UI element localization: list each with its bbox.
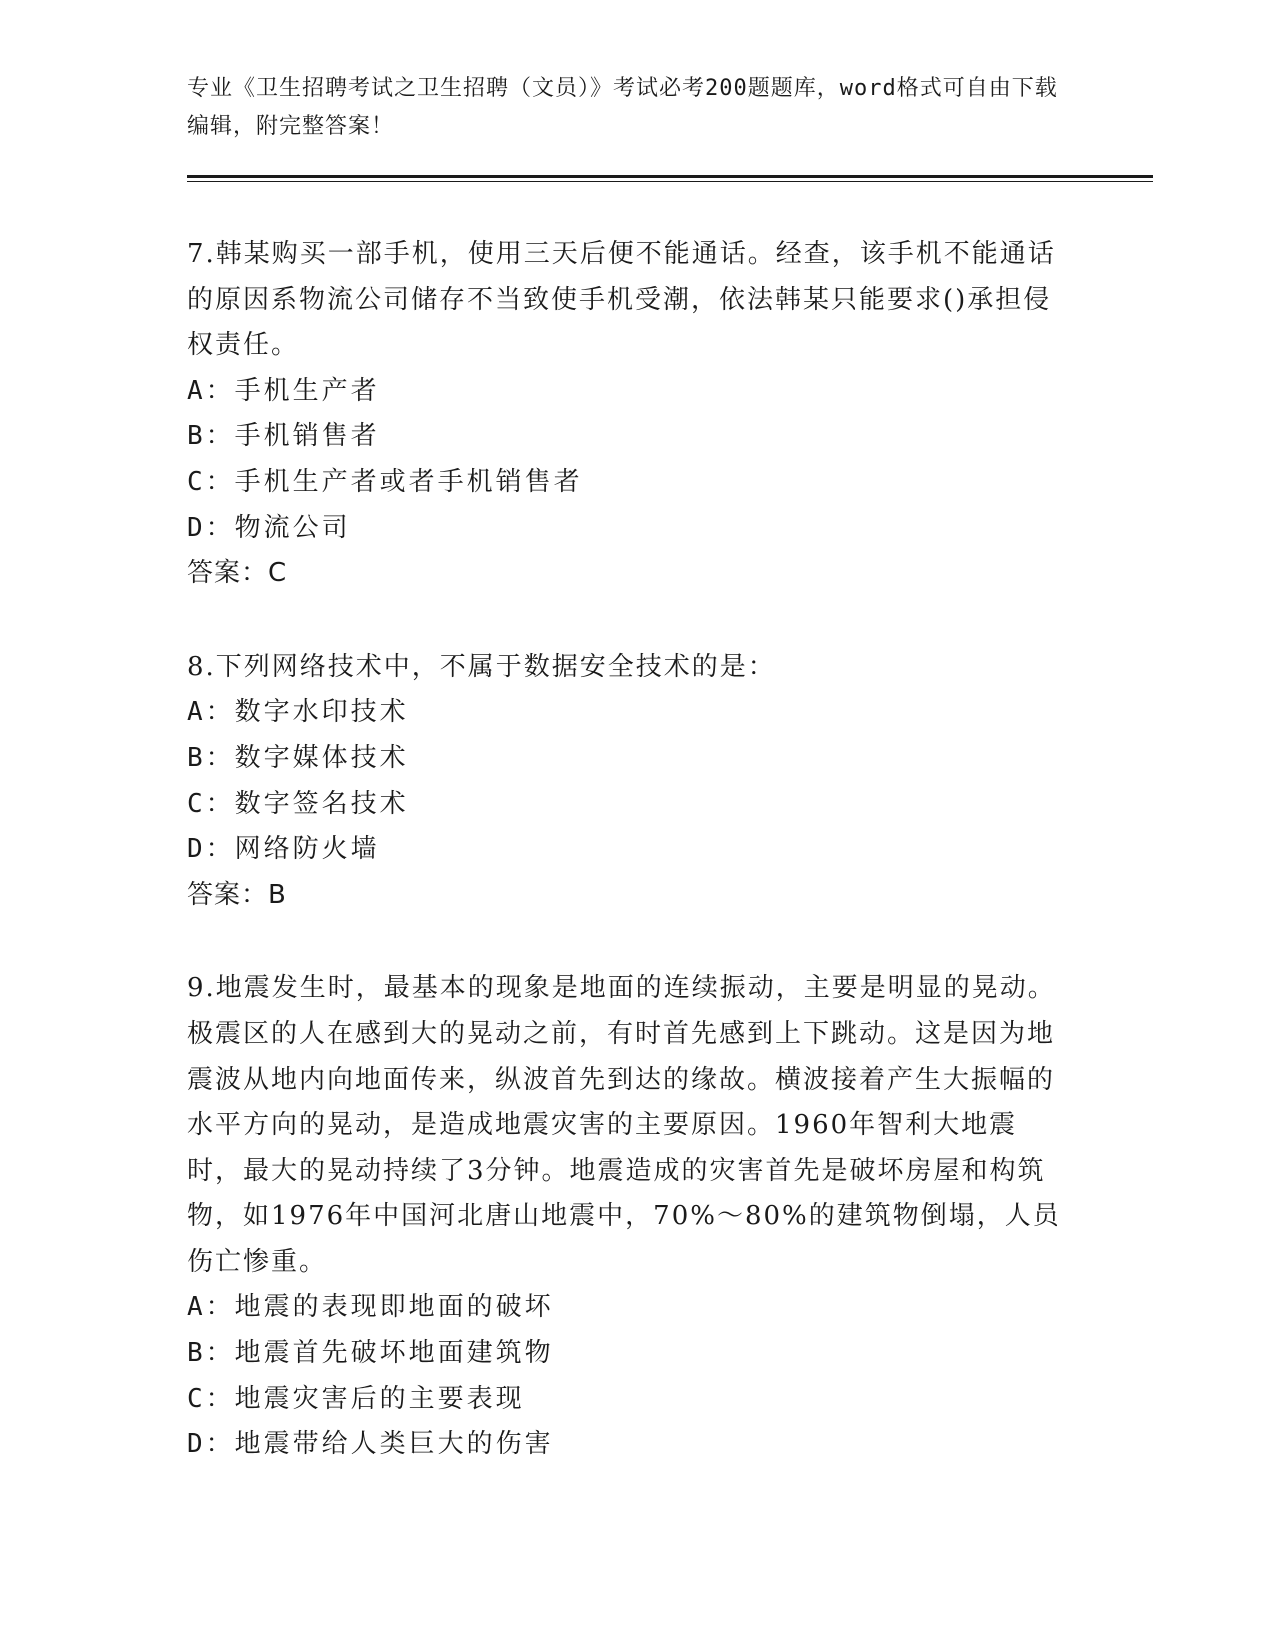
option-d: D：网络防火墙 xyxy=(187,834,380,865)
question-item xyxy=(187,966,1067,1468)
option-b: B：手机销售者 xyxy=(187,421,380,452)
option-b: B：地震首先破坏地面建筑物 xyxy=(187,1338,554,1369)
option-a: A：地震的表现即地面的破坏 xyxy=(187,1292,554,1323)
option-a: A：数字水印技术 xyxy=(187,697,409,728)
question-item xyxy=(187,232,1067,597)
answer-line: 答案：C xyxy=(187,558,288,589)
header-divider-thin xyxy=(187,181,1153,182)
question-stem: 9.地震发生时，最基本的现象是地面的连续振动，主要是明显的晃动。极震区的人在感到大的晃动之前，有时首先感到上下跳动。这是因为地震波从地内向地面传来，纵波首先到达的缘故。横波接着产生大振幅的水平方向的晃动，是造成地震灾害的主要原因。1960年智利大地震时，最大的晃动持续了3分钟。地震造成的灾害首先是破坏房屋和构筑物，如1976年中国河北唐山地震中，70%～80%的建筑物倒塌，人员伤亡惨重。 xyxy=(187,973,1061,1277)
question-stem: 8.下列网络技术中，不属于数据安全技术的是： xyxy=(187,651,776,682)
option-c: C：手机生产者或者手机销售者 xyxy=(187,466,583,497)
option-d: D：物流公司 xyxy=(187,512,351,543)
option-a: A：手机生产者 xyxy=(187,375,380,406)
document-header: 专业《卫生招聘考试之卫生招聘（文员）》考试必考200题题库，word格式可自由下载编辑，附完整答案！ xyxy=(187,76,1058,139)
question-stem: 7.韩某购买一部手机，使用三天后便不能通话。经查，该手机不能通话的原因系物流公司储存不当致使手机受潮，依法韩某只能要求()承担侵权责任。 xyxy=(187,239,1056,361)
option-c: C：地震灾害后的主要表现 xyxy=(187,1383,525,1414)
question-item xyxy=(187,645,1067,919)
option-b: B：数字媒体技术 xyxy=(187,742,409,773)
option-d: D：地震带给人类巨大的伤害 xyxy=(187,1429,554,1460)
header-divider-thick xyxy=(187,175,1153,178)
option-c: C：数字签名技术 xyxy=(187,788,409,819)
question-list xyxy=(187,232,1067,1516)
answer-line: 答案：B xyxy=(187,879,287,910)
